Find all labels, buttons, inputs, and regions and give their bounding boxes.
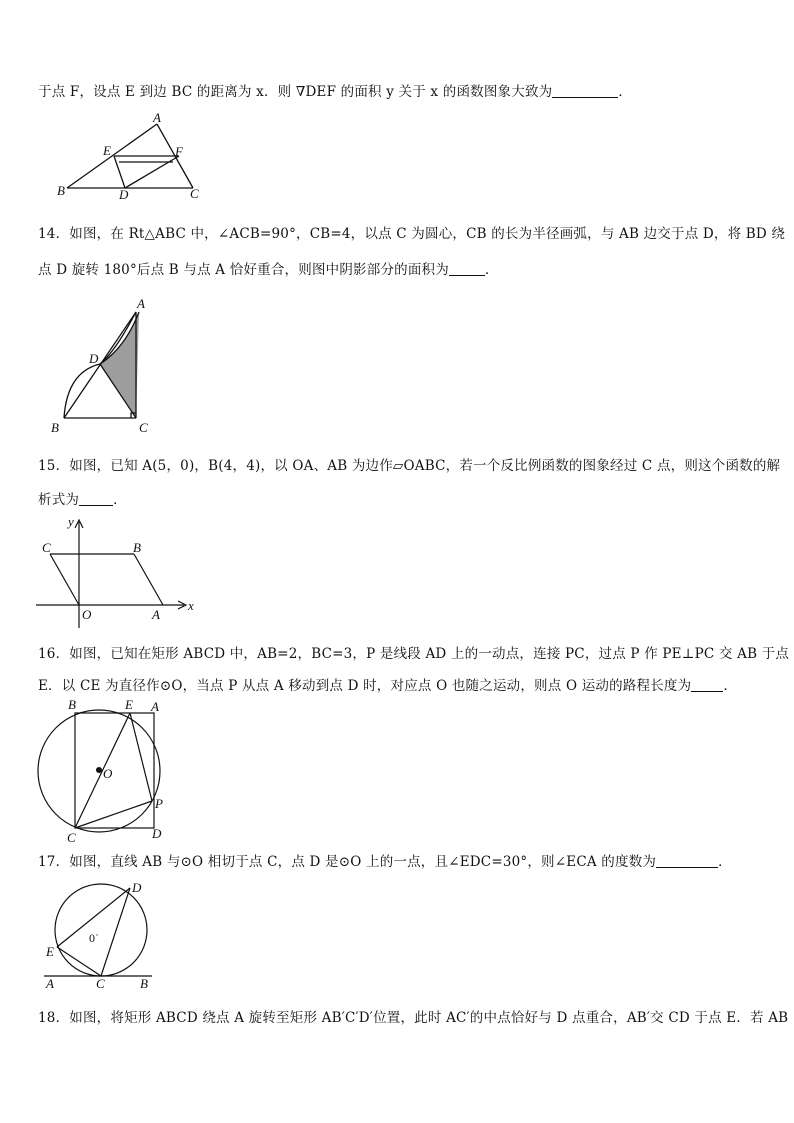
q15-label-y: y (68, 514, 74, 529)
q15-label-a: A (152, 607, 160, 622)
q13-label-c: C (190, 186, 199, 201)
q16-label-d: D (152, 826, 162, 841)
q18-text-line-1 (38, 1008, 789, 1028)
q17-label-o: 0˙ (89, 931, 99, 945)
q16-answer-blank[interactable] (691, 677, 723, 692)
q14-label-d: D (89, 351, 99, 366)
q16-label-o: O (103, 766, 113, 781)
q15-label-b: B (133, 540, 141, 555)
q15-label-x: x (188, 598, 194, 613)
q14-text-line-2 (38, 260, 760, 280)
q13-text: 于点 F，设点 E 到边 BC 的距离为 x．则 ∇DEF 的面积 y 关于 x 的函数图象大致为 (38, 84, 553, 100)
q17-label-a: A (46, 976, 54, 991)
q16-label-b: B (68, 697, 76, 712)
q13-label-d: D (119, 187, 129, 202)
q17-answer-blank[interactable] (656, 853, 718, 868)
q13-period: ． (618, 84, 633, 100)
q16-label-c: C (67, 830, 76, 845)
q14-label-a: A (137, 296, 145, 311)
q17-label-c: C (96, 976, 105, 991)
q16-text-line-1 (38, 644, 790, 664)
q15-text: 15．如图，已知 A(5，0)，B(4，4)，以 OA、AB 为边作▱OABC，若一个反比例函数的图象经过 C 点，则这个函数的解 (38, 458, 781, 474)
q17-label-d: D (132, 880, 142, 895)
q13-label-f: F (175, 144, 183, 159)
q17-figure (40, 880, 165, 992)
q17-text-line-1 (38, 852, 760, 872)
q15-figure (34, 512, 204, 630)
q16-period: ． (723, 678, 738, 694)
q15-period: ． (113, 492, 127, 508)
q14-answer-blank[interactable] (449, 261, 485, 276)
q15-label-c: C (42, 540, 51, 555)
q16-figure (30, 697, 180, 845)
q13-label-b: B (57, 183, 65, 198)
q17-label-b: B (140, 976, 148, 991)
q17-text: 17．如图，直线 AB 与⊙O 相切于点 C，点 D 是⊙O 上的一点，且∠EDC=30°，则∠ECA 的度数为 (38, 854, 657, 870)
q14-period: ． (484, 262, 499, 278)
q16-label-e: E (125, 697, 133, 712)
q15-text-line-1 (38, 456, 781, 476)
q14-label-b: B (51, 420, 59, 435)
q14-figure (45, 292, 165, 440)
q16-label-p: P (155, 796, 163, 811)
q13-figure (55, 112, 205, 202)
q16-label-a: A (151, 699, 159, 714)
q15-text-2: 析式为 (38, 492, 80, 508)
q18-text: 18．如图，将矩形 ABCD 绕点 A 旋转至矩形 AB′C′D′位置，此时 AC′的中点恰好与 D 点重合，AB′交 CD 于点 E．若 AB (38, 1010, 789, 1026)
q13-text-line-1 (38, 82, 760, 102)
q13-label-e: E (103, 143, 111, 158)
q15-text-line-2 (38, 490, 760, 510)
q14-text-line-1 (38, 224, 786, 244)
q13-label-a: A (153, 112, 161, 125)
q14-text-2: 点 D 旋转 180°后点 B 与点 A 恰好重合，则图中阴影部分的面积为 (38, 262, 449, 278)
q13-answer-blank[interactable] (552, 83, 618, 98)
q16-text-2: E．以 CE 为直径作⊙O，当点 P 从点 A 移动到点 D 时，对应点 O 也随之运动，则点 O 运动的路程长度为 (38, 678, 692, 694)
q15-label-o: O (82, 607, 92, 622)
q14-text: 14．如图，在 Rt△ABC 中，∠ACB=90°，CB=4，以点 C 为圆心，CB 的长为半径画弧，与 AB 边交于点 D，将 BD 绕 (38, 226, 786, 242)
q16-text-line-2 (38, 676, 760, 696)
q15-answer-blank[interactable] (79, 491, 113, 506)
q16-text: 16．如图，已知在矩形 ABCD 中，AB=2，BC=3，P 是线段 AD 上的一动点，连接 PC，过点 P 作 PE⊥PC 交 AB 于点 (38, 646, 790, 662)
q14-label-c: C (139, 420, 148, 435)
q17-label-e: E (46, 944, 54, 959)
q17-period: ． (718, 854, 732, 870)
